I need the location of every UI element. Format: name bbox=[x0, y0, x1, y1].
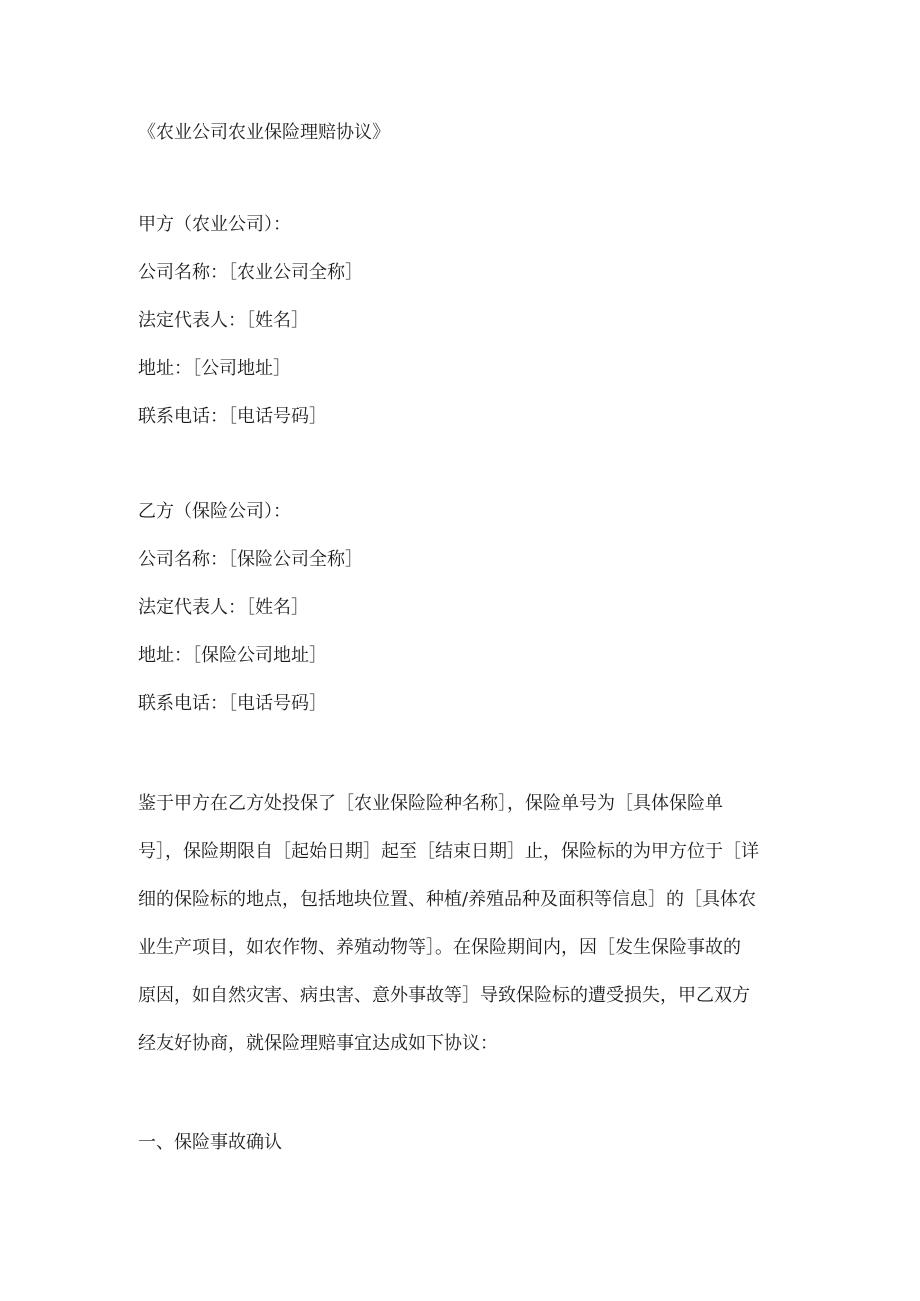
preamble-line: 原因，如自然灾害、病虫害、意外事故等］导致保险标的遭受损失，甲乙双方 bbox=[138, 985, 750, 1006]
party-b-address: 地址：［保险公司地址］ bbox=[138, 645, 327, 666]
preamble-line: 经友好协商，就保险理赔事宜达成如下协议： bbox=[138, 1033, 498, 1054]
preamble-line: 号］，保险期限自［起始日期］起至［结束日期］止，保险标的为甲方位于［详 bbox=[138, 841, 759, 862]
preamble-paragraph bbox=[138, 780, 783, 1068]
party-a-heading: 甲方（农业公司）： bbox=[138, 214, 291, 235]
preamble-line: 鉴于甲方在乙方处投保了［农业保险险种名称］，保险单号为［具体保险单 bbox=[138, 793, 723, 814]
party-a-legal-rep: 法定代表人：［姓名］ bbox=[138, 310, 309, 331]
party-a-company-name: 公司名称：［农业公司全称］ bbox=[138, 262, 363, 283]
document-title: 《农业公司农业保险理赔协议》 bbox=[138, 122, 390, 143]
party-b-phone: 联系电话：［电话号码］ bbox=[138, 693, 327, 714]
party-b-heading: 乙方（保险公司）： bbox=[138, 501, 291, 522]
party-b-company-name: 公司名称：［保险公司全称］ bbox=[138, 549, 363, 570]
section-1-heading: 一、保险事故确认 bbox=[138, 1132, 282, 1153]
party-a-phone: 联系电话：［电话号码］ bbox=[138, 406, 327, 427]
preamble-line: 业生产项目，如农作物、养殖动物等］。在保险期间内，因［发生保险事故的 bbox=[138, 937, 741, 958]
party-b-legal-rep: 法定代表人：［姓名］ bbox=[138, 597, 309, 618]
preamble-line: 细的保险标的地点，包括地块位置、种植/养殖品种及面积等信息］的［具体农 bbox=[138, 889, 757, 910]
party-a-address: 地址：［公司地址］ bbox=[138, 358, 291, 379]
